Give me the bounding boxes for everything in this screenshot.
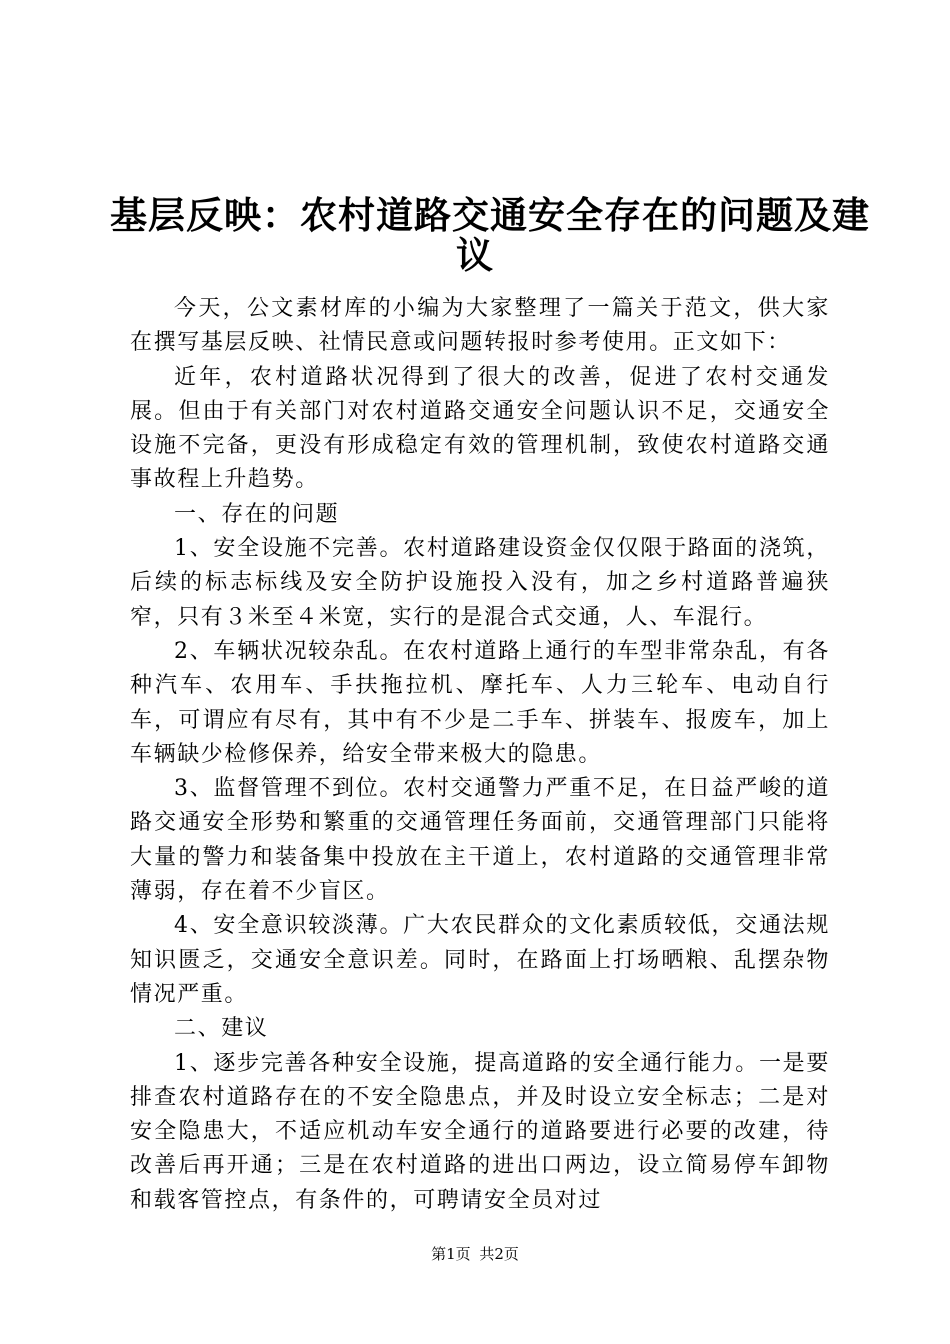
paragraph-suggestion-1: 1、逐步完善各种安全设施，提高道路的安全通行能力。一是要排查农村道路存在的不安全隐患点，并及时设立安全标志；二是对安全隐患大，不适应机动车安全通行的道路要进行必要的改建，待改善后再开通；三是在农村道路的进出口两边，设立简易停车卸物和载客管控点，有条件的，可聘请安全员对过	[130, 1050, 830, 1213]
section-heading-problems: 一、存在的问题	[174, 501, 340, 527]
document-title-line-2: 议	[456, 233, 494, 277]
paragraph-background: 近年，农村道路状况得到了很大的改善，促进了农村交通发展。但由于有关部门对农村道路交通安全问题认识不足，交通安全设施不完备，更没有形成稳定有效的管理机制，致使农村道路交通事故程上升趋势。	[130, 364, 830, 493]
page-footer	[0, 1243, 950, 1264]
paragraph-problem-2: 2、车辆状况较杂乱。在农村道路上通行的车型非常杂乱，有各种汽车、农用车、手扶拖拉机、摩托车、人力三轮车、电动自行车，可谓应有尽有，其中有不少是二手车、拼装车、报废车，加上车辆缺少检修保养，给安全带来极大的隐患。	[130, 638, 830, 767]
paragraph-problem-3: 3、监督管理不到位。农村交通警力严重不足，在日益严峻的道路交通安全形势和繁重的交通管理任务面前，交通管理部门只能将大量的警力和装备集中投放在主干道上，农村道路的交通管理非常薄弱，存在着不少盲区。	[130, 776, 830, 905]
page-number: 第1页	[431, 1245, 471, 1263]
paragraph-problem-4: 4、安全意识较淡薄。广大农民群众的文化素质较低，交通法规知识匮乏，交通安全意识差。同时，在路面上打场晒粮、乱摆杂物情况严重。	[130, 913, 830, 1007]
document-body	[130, 292, 830, 1218]
document-title-line-1: 基层反映：农村道路交通安全存在的问题及建	[110, 193, 870, 237]
section-heading-suggestions: 二、建议	[174, 1016, 269, 1042]
paragraph-problem-1: 1、安全设施不完善。农村道路建设资金仅仅限于路面的浇筑，后续的标志标线及安全防护设施投入没有，加之乡村道路普遍狭窄，只有３米至４米宽，实行的是混合式交通，人、车混行。	[130, 536, 830, 630]
paragraph-intro: 今天，公文素材库的小编为大家整理了一篇关于范文，供大家在撰写基层反映、社情民意或问题转报时参考使用。正文如下：	[130, 296, 830, 356]
page-total: 共2页	[479, 1245, 519, 1263]
